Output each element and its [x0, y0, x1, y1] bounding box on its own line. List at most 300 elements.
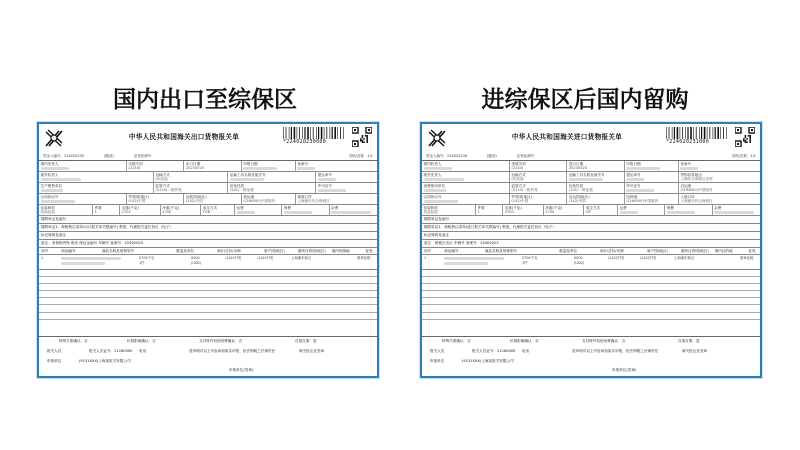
confirmation-item: 特殊关系确认：否 — [442, 339, 471, 343]
field-label: 申报日期 — [626, 161, 641, 166]
field-value — [41, 199, 125, 204]
field-label: 包装种类 — [40, 205, 55, 210]
field-cell — [625, 194, 679, 204]
field-value: (142)中国 — [511, 199, 529, 203]
field-label: 境内发货人 — [40, 161, 59, 166]
field-cell — [330, 205, 377, 215]
footer-reporter-code: 报关人员证号：21160000 — [472, 349, 516, 353]
field-cell — [127, 161, 184, 171]
field-label: 贸易国(地区) — [128, 194, 150, 199]
field-label: 消费使用单位 — [423, 183, 446, 188]
qrcode-icon — [352, 127, 372, 147]
field-label: 境外发货人 — [423, 172, 442, 177]
barcode-icon — [666, 127, 728, 139]
field-value: 1 — [477, 210, 480, 214]
field-label: 出境关别 — [128, 161, 143, 166]
customs-number: (腰部) — [104, 154, 114, 158]
redacted-value — [620, 211, 638, 214]
footer-sign: 申报单位(签章) — [229, 368, 254, 372]
field-cell — [567, 161, 624, 171]
redacted-value — [41, 189, 63, 192]
goods-dest: (142)中国 — [640, 256, 656, 260]
field-value — [41, 188, 152, 193]
goods-empty-row — [422, 277, 760, 284]
barcode-icon — [283, 127, 345, 139]
redacted-value — [626, 178, 644, 181]
field-value: 2700 — [121, 210, 131, 214]
field-label: 备案号 — [680, 161, 692, 166]
goods-column-header: 境内货源地 — [331, 249, 350, 253]
field-value: (101)一般征税 — [229, 188, 254, 192]
goods-item-row — [39, 255, 377, 270]
customs-number: (腰部) — [487, 154, 497, 158]
field-cell — [503, 205, 544, 215]
goods-empty-row — [39, 284, 377, 291]
field-value: 其他包装 — [423, 210, 438, 214]
goods-num: 1 — [424, 256, 427, 260]
field-label: 包装种类 — [423, 205, 438, 210]
goods-qty2: 1件 — [522, 261, 528, 265]
redacted-value — [41, 178, 81, 181]
redacted-value — [284, 211, 312, 214]
remarks-notes: 备注：保税区出区 车辆号 备案号：22402023 — [422, 240, 760, 248]
goods-column-header: 最终目的国(地区) — [297, 249, 326, 253]
field-label: 成交方式 — [585, 205, 601, 210]
field-cell — [316, 172, 377, 182]
field-label: 备案号 — [297, 161, 309, 166]
confirmation-item: 自报自缴：是 — [295, 339, 317, 343]
field-label: 入境口岸 — [680, 194, 695, 199]
field-cell — [39, 183, 154, 193]
goods-qty: 2700千克 — [522, 256, 538, 260]
redacted-value — [297, 167, 315, 170]
goods-price: 0000 — [191, 256, 200, 260]
field-cell — [544, 205, 585, 215]
field-value — [424, 166, 508, 171]
field-value — [297, 166, 375, 171]
goods-empty-row — [422, 270, 760, 277]
field-value: (142)中国 — [568, 199, 586, 203]
goods-column-header: 商品名称及规格型号 — [101, 249, 135, 253]
footer-unit-val: (9131XXX)上海某报关有限公司 — [79, 359, 131, 363]
footer-phone: 电话 — [522, 349, 530, 353]
field-value — [626, 166, 676, 171]
field-label: 提运单号 — [317, 172, 333, 177]
redacted-value — [237, 211, 255, 214]
field-label: 许可证号 — [317, 183, 333, 188]
field-label: 件数 — [477, 205, 485, 210]
goods-empty-row — [39, 305, 377, 312]
field-row — [422, 183, 760, 194]
field-cell — [39, 205, 93, 215]
goods-levy: 照章征税 — [740, 256, 754, 260]
redacted-value — [680, 167, 698, 170]
field-value — [243, 166, 293, 171]
field-label: 进口日期 — [568, 161, 584, 166]
preentry-number: 预录入编号：224020230 — [426, 154, 468, 158]
footer-reporter-label: 报关人员 — [430, 349, 445, 353]
goods-levy: 照章征税 — [357, 256, 371, 260]
field-value: (CHN000)中国境内 — [626, 199, 659, 203]
field-label: 指运港 — [243, 194, 255, 199]
field-label: 征免性质 — [229, 183, 245, 188]
heading-import: 进综保区后国内留购 — [481, 87, 689, 113]
field-value: 2700 — [504, 210, 514, 214]
barcode-number: *224020230000 — [283, 139, 327, 145]
field-value — [680, 166, 758, 171]
footer-unit-label: 申报单位 — [47, 359, 62, 363]
field-value: (9)其他 — [511, 177, 524, 181]
goods-table-header — [39, 248, 377, 255]
field-cell — [242, 194, 296, 204]
goods-empty-row — [422, 284, 760, 291]
redacted-goods-spec — [444, 262, 488, 265]
form-title: 中华人民共和国海关出口货物报关单 — [128, 133, 240, 141]
field-cell — [228, 172, 316, 182]
confirmation-item: 自报自缴：是 — [678, 339, 700, 343]
field-grid — [39, 160, 377, 216]
goods-origin: (142)中国 — [225, 256, 241, 260]
field-value: FOB — [202, 210, 211, 214]
field-label: 运费 — [236, 205, 244, 210]
field-label: 运费 — [619, 205, 627, 210]
field-value: 1 — [94, 210, 97, 214]
goods-qty2: 1件 — [139, 261, 145, 265]
levy-check-number: 征免检测号 — [516, 154, 535, 158]
field-cell — [618, 205, 665, 215]
redacted-value — [41, 167, 69, 170]
preentry-number: 预录入编号：224020230 — [43, 154, 85, 158]
field-value: 其他包装 — [40, 210, 55, 214]
field-cell — [93, 205, 120, 215]
field-value: (9)其他 — [155, 177, 168, 181]
field-value — [667, 210, 710, 215]
redacted-value — [424, 189, 446, 192]
goods-empty-row — [422, 313, 760, 320]
field-label: 启运国(地区) — [568, 194, 590, 199]
field-cell — [476, 205, 503, 215]
goods-currency: (USD) — [191, 261, 201, 265]
field-cell — [39, 161, 127, 171]
field-value: CIF — [585, 210, 592, 214]
field-value: (CHN000)中国境内 — [680, 188, 713, 192]
redacted-value — [41, 200, 75, 203]
field-value: (142)中国 — [185, 199, 203, 203]
redacted-value — [626, 189, 654, 192]
customs-emblem-icon — [426, 127, 448, 149]
field-cell — [679, 161, 760, 171]
goods-column-header: 项号 — [424, 249, 432, 253]
field-row — [39, 183, 377, 194]
field-cell — [567, 194, 624, 204]
field-cell — [422, 205, 476, 215]
goods-column-header: 商品编号 — [444, 249, 459, 253]
field-label: 杂费 — [331, 205, 339, 210]
field-value: 20230520 — [568, 166, 588, 170]
goods-column-header: 商品编号 — [61, 249, 76, 253]
goods-empty-row — [39, 270, 377, 277]
import-declaration-form — [420, 122, 762, 378]
goods-empty-row — [39, 277, 377, 284]
redacted-value — [331, 211, 371, 214]
confirmation-item: 价格影响确认：否 — [510, 339, 539, 343]
confirmation-item: 支付特许权使用费确认：否 — [199, 339, 243, 343]
field-label: 保费 — [283, 205, 291, 210]
redacted-value — [424, 200, 458, 203]
field-label: 合同协议号 — [423, 194, 442, 199]
goods-num: 1 — [41, 256, 44, 260]
footer-unit-label: 申报单位 — [430, 359, 445, 363]
field-value: (142)中国 — [128, 199, 146, 203]
field-value — [318, 188, 376, 193]
field-label: 离境口岸 — [297, 194, 312, 199]
field-label: 征免性质 — [568, 183, 584, 188]
field-cell — [120, 205, 161, 215]
footer-remark: 海关批注及签章 — [682, 349, 708, 353]
goods-item-row — [422, 255, 760, 270]
field-label: 经停港 — [626, 194, 638, 199]
form-meta — [39, 152, 377, 160]
field-value — [626, 188, 676, 193]
barcode-number: *224020231000 — [666, 139, 710, 145]
export-declaration-form — [37, 122, 379, 378]
field-cell — [584, 205, 618, 215]
footer-unit-val: (9131XXX)上海某报关有限公司 — [462, 359, 514, 363]
redacted-value — [424, 167, 452, 170]
qrcode-icon — [735, 127, 755, 147]
attached-documents-label: 随附单证及编号 — [422, 216, 760, 224]
field-value — [237, 210, 280, 215]
footer-phone: 电话 — [139, 349, 147, 353]
field-value: 2700 — [545, 210, 555, 214]
goods-column-header: 征免 — [365, 249, 373, 253]
goods-empty-row — [422, 291, 760, 298]
field-value: 上海浦东综合保税区 — [680, 199, 713, 203]
field-value — [424, 177, 508, 182]
goods-column-header: 最终目的国(地区) — [680, 249, 709, 253]
form-footer — [422, 336, 760, 376]
footer-declare-text: 兹申明对以上内容承担如实申报、依法纳税之法律责任 — [189, 349, 276, 353]
form-title: 中华人民共和国海关进口货物报关单 — [511, 133, 623, 141]
attached-documents-notes: 随附单证1：保税核注清单(出口报关单关联编号) 集报，代理报关委托协议（电子） — [39, 224, 377, 232]
field-row — [422, 194, 760, 205]
field-cell — [510, 194, 567, 204]
field-value — [284, 210, 327, 215]
page-number: 页码/页数：1/1 — [348, 154, 373, 158]
goods-source: 上海浦东新区 — [674, 256, 695, 260]
field-cell — [510, 183, 567, 193]
field-label: 杂费 — [714, 205, 722, 210]
goods-column-header: 数量及单位 — [559, 249, 578, 253]
page-number: 页码/页数：1/1 — [731, 154, 756, 158]
field-cell — [296, 161, 377, 171]
field-cell — [510, 172, 567, 182]
field-value: 上海浦东综合保税区 — [297, 199, 330, 203]
redacted-goods-name — [444, 257, 504, 260]
footer-reporter-code: 报关人员证号：21160000 — [89, 349, 133, 353]
field-label: 净重(千克) — [545, 205, 563, 210]
field-cell — [422, 194, 510, 204]
field-label: 净重(千克) — [162, 205, 180, 210]
field-value: (101)一般征税 — [568, 188, 593, 192]
field-cell — [679, 194, 760, 204]
field-value: 20230520 — [185, 166, 205, 170]
field-cell — [184, 194, 241, 204]
field-label: 运输工具名称及航次号 — [568, 172, 605, 177]
field-label: 启运港 — [680, 183, 692, 188]
levy-check-number: 征免检测号 — [133, 154, 152, 158]
goods-empty-row — [39, 291, 377, 298]
goods-column-header: 单价/总价/币制 — [599, 249, 624, 253]
goods-empty-row — [39, 298, 377, 305]
goods-dest: (142)中国 — [257, 256, 273, 260]
field-label: 监管方式 — [511, 183, 526, 188]
field-cell — [201, 205, 235, 215]
field-value — [424, 188, 508, 193]
field-value: (2244) — [511, 166, 524, 170]
confirmation-item: 价格影响确认：否 — [127, 339, 156, 343]
field-cell — [625, 161, 679, 171]
field-cell — [184, 161, 241, 171]
footer-declare-text: 兹申明对以上内容承担如实申报、依法纳税之法律责任 — [572, 349, 659, 353]
field-value: (0110)一般贸易 — [511, 188, 538, 192]
redacted-value — [714, 211, 754, 214]
field-cell — [422, 183, 510, 193]
field-value — [230, 177, 314, 182]
marks-label: 标记唛码及备注 — [39, 232, 377, 240]
goods-column-header: 境内目的地 — [714, 249, 733, 253]
field-cell — [228, 183, 316, 193]
redacted-goods-name — [61, 257, 121, 260]
form-footer — [39, 336, 377, 376]
goods-empty-row — [422, 305, 760, 312]
remarks-notes: 备注：非保税货物 联动 保证金编号 车辆号 备案号：22402023 — [39, 240, 377, 248]
field-cell — [127, 194, 184, 204]
redacted-value — [243, 167, 277, 170]
form-meta — [422, 152, 760, 160]
customs-emblem-icon — [43, 127, 65, 149]
goods-source: 上海浦东新区 — [291, 256, 312, 260]
redacted-value — [424, 178, 464, 181]
field-label: 运输工具名称及航次号 — [229, 172, 266, 177]
field-label: 生产销售单位 — [40, 183, 63, 188]
field-label: 监管方式 — [155, 183, 170, 188]
field-value — [626, 177, 676, 182]
field-value — [41, 166, 125, 171]
field-cell — [154, 183, 228, 193]
goods-empty-row — [422, 298, 760, 305]
field-cell — [679, 172, 760, 182]
redacted-goods-spec — [61, 262, 105, 265]
field-value — [620, 210, 663, 215]
field-cell — [713, 205, 760, 215]
field-cell — [679, 183, 760, 193]
field-label: 合同协议号 — [40, 194, 59, 199]
field-cell — [39, 172, 154, 182]
redacted-value — [569, 178, 603, 181]
field-label: 出口日期 — [185, 161, 201, 166]
field-row — [422, 172, 760, 183]
confirmation-item: 特殊关系确认：否 — [59, 339, 88, 343]
goods-column-header: 数量及单位 — [176, 249, 195, 253]
field-value — [424, 199, 508, 204]
field-label: 货物存放地点 — [680, 172, 702, 177]
goods-empty-row — [39, 313, 377, 320]
field-row — [39, 194, 377, 205]
field-label: 毛重(千克) — [121, 205, 139, 210]
field-cell — [296, 194, 377, 204]
field-cell — [665, 205, 712, 215]
field-label: 运抵国(地区) — [185, 194, 207, 199]
field-value: (2244) — [128, 166, 141, 170]
field-cell — [625, 183, 679, 193]
field-cell — [422, 172, 510, 182]
field-value: 上海综合保税区仓库 — [680, 177, 713, 181]
field-cell — [567, 183, 624, 193]
field-value — [318, 177, 376, 182]
field-cell — [625, 172, 679, 182]
field-cell — [567, 172, 624, 182]
field-label: 贸易国(地区) — [511, 194, 533, 199]
footer-sign: 申报单位(签章) — [612, 368, 637, 372]
field-label: 毛重(千克) — [504, 205, 522, 210]
field-row — [39, 172, 377, 183]
redacted-value — [667, 211, 695, 214]
form-header — [422, 124, 760, 152]
heading-export: 国内出口至综保区 — [113, 87, 297, 113]
field-row — [39, 205, 377, 216]
footer-reporter-label: 报关人员 — [47, 349, 62, 353]
field-value — [41, 177, 152, 182]
redacted-value — [230, 178, 264, 181]
goods-column-header: 单价/总价/币制 — [216, 249, 241, 253]
goods-currency: (USD) — [574, 261, 584, 265]
goods-column-header: 商品名称及规格型号 — [484, 249, 518, 253]
redacted-value — [318, 189, 346, 192]
attached-documents-label: 随附单证及编号 — [39, 216, 377, 224]
field-label: 进境关别 — [511, 161, 526, 166]
confirmation-item: 支付特许权使用费确认：否 — [582, 339, 626, 343]
field-cell — [316, 183, 377, 193]
field-label: 成交方式 — [202, 205, 218, 210]
field-row — [422, 161, 760, 172]
goods-column-header: 原产国(地区) — [264, 249, 285, 253]
goods-origin: (142)中国 — [608, 256, 624, 260]
field-label: 件数 — [94, 205, 102, 210]
field-value — [569, 177, 622, 182]
goods-column-header: 项号 — [41, 249, 49, 253]
field-cell — [154, 172, 228, 182]
field-cell — [161, 205, 202, 215]
redacted-value — [626, 167, 660, 170]
goods-column-header: 征免 — [748, 249, 756, 253]
field-row — [39, 161, 377, 172]
field-label: 申报日期 — [243, 161, 258, 166]
field-label: 保费 — [666, 205, 674, 210]
field-cell — [422, 161, 510, 171]
field-value — [714, 210, 758, 215]
field-cell — [39, 194, 127, 204]
field-cell — [510, 161, 567, 171]
redacted-value — [318, 178, 336, 181]
field-label: 运输方式 — [511, 172, 526, 177]
field-value: (CHN000)中国境内 — [243, 199, 276, 203]
field-value: (0110)一般贸易 — [155, 188, 182, 192]
goods-column-header: 原产国(地区) — [647, 249, 668, 253]
field-label: 境内收货人 — [423, 161, 442, 166]
field-label: 运输方式 — [155, 172, 170, 177]
field-value: 2700 — [162, 210, 172, 214]
